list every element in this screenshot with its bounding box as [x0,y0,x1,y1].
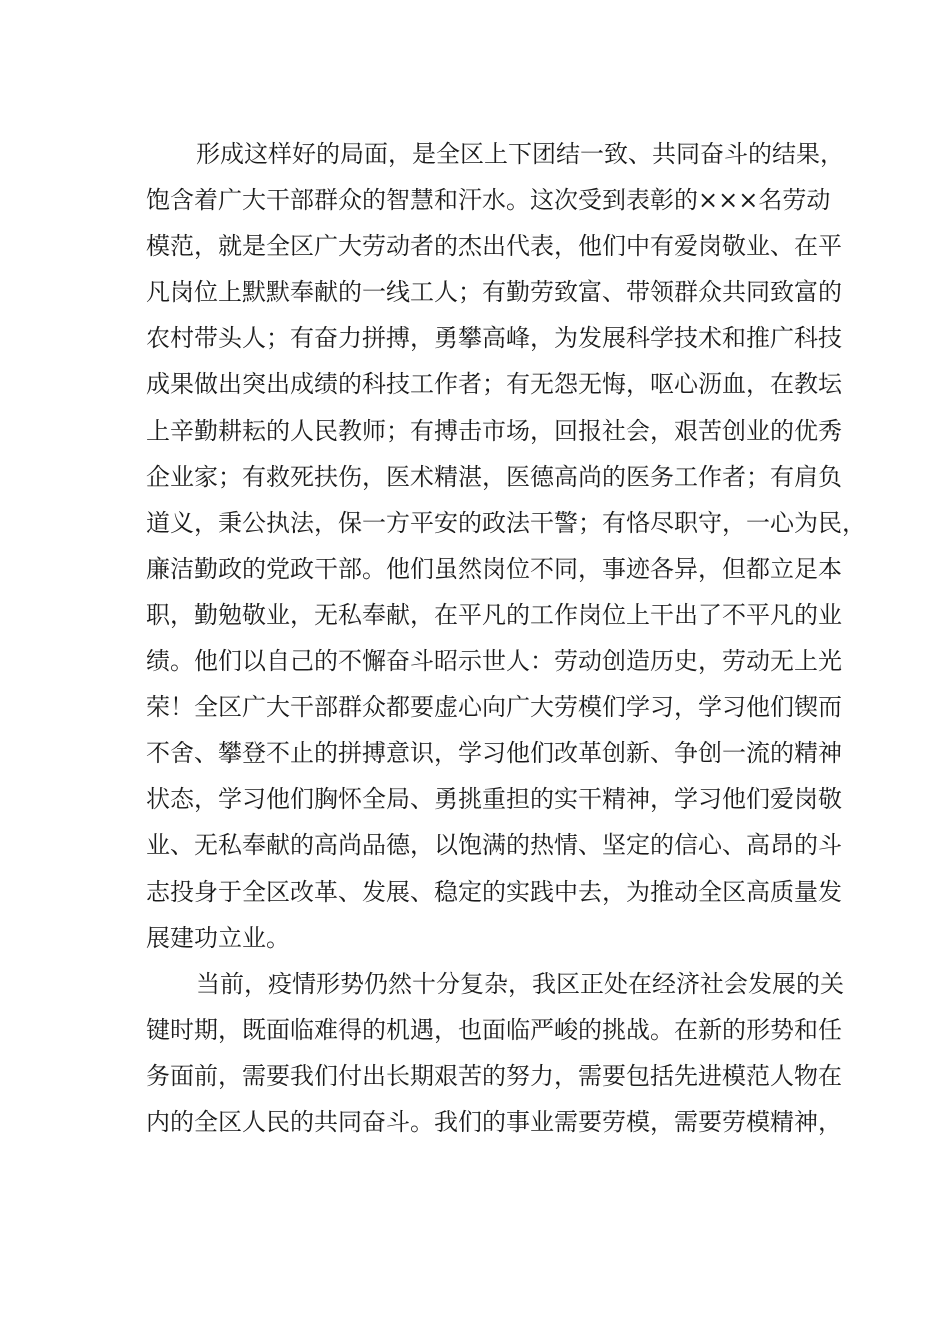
paragraph-1-line: 成果做出突出成绩的科技工作者；有无怨无悔，呕心沥血，在教坛 [146,370,842,399]
paragraph-1-line: 上辛勤耕耘的人民教师；有搏击市场，回报社会，艰苦创业的优秀 [146,416,842,445]
paragraph-1-line: 企业家；有救死扶伤，医术精湛，医德高尚的医务工作者；有肩负 [146,462,842,491]
paragraph-1-line: 形成这样好的局面，是全区上下团结一致、共同奋斗的结果， [196,140,844,168]
paragraph-1-line: 绩。他们以自己的不懈奋斗昭示世人：劳动创造历史，劳动无上光 [146,647,842,676]
paragraph-1-line: 饱含着广大干部群众的智慧和汗水。这次受到表彰的×××名劳动 [146,186,831,215]
document-body [146,131,866,1145]
paragraph-1-line: 不舍、攀登不止的拼搏意识，学习他们改革创新、争创一流的精神 [146,739,842,768]
paragraph-1-line: 状态，学习他们胸怀全局、勇挑重担的实干精神，学习他们爱岗敬 [146,785,842,814]
paragraph-1-line: 业、无私奉献的高尚品德，以饱满的热情、坚定的信心、高昂的斗 [146,831,842,860]
paragraph-1-line: 道义，秉公执法，保一方平安的政法干警；有恪尽职守，一心为民， [146,508,866,537]
paragraph-1-line: 模范，就是全区广大劳动者的杰出代表，他们中有爱岗敬业、在平 [146,232,842,261]
paragraph-2-line: 务面前，需要我们付出长期艰苦的努力，需要包括先进模范人物在 [146,1061,842,1090]
paragraph-1-line: 荣！全区广大干部群众都要虚心向广大劳模们学习，学习他们锲而 [146,693,842,722]
paragraph-2-line: 当前，疫情形势仍然十分复杂，我区正处在经济社会发展的关 [196,969,844,998]
paragraph-2-line: 键时期，既面临难得的机遇，也面临严峻的挑战。在新的形势和任 [146,1015,842,1044]
paragraph-1-line: 凡岗位上默默奉献的一线工人；有勤劳致富、带领群众共同致富的 [146,278,842,307]
paragraph-1-line: 农村带头人；有奋力拼搏，勇攀高峰，为发展科学技术和推广科技 [146,324,842,353]
paragraph-1-line: 职，勤勉敬业，无私奉献，在平凡的工作岗位上干出了不平凡的业 [146,600,842,629]
paragraph-1-line: 廉洁勤政的党政干部。他们虽然岗位不同，事迹各异，但都立足本 [146,554,842,583]
paragraph-1-line: 志投身于全区改革、发展、稳定的实践中去，为推动全区高质量发 [146,877,842,906]
paragraph-1-last-line: 展建功立业。 [146,923,290,952]
paragraph-2-line: 内的全区人民的共同奋斗。我们的事业需要劳模，需要劳模精神， [146,1107,842,1136]
